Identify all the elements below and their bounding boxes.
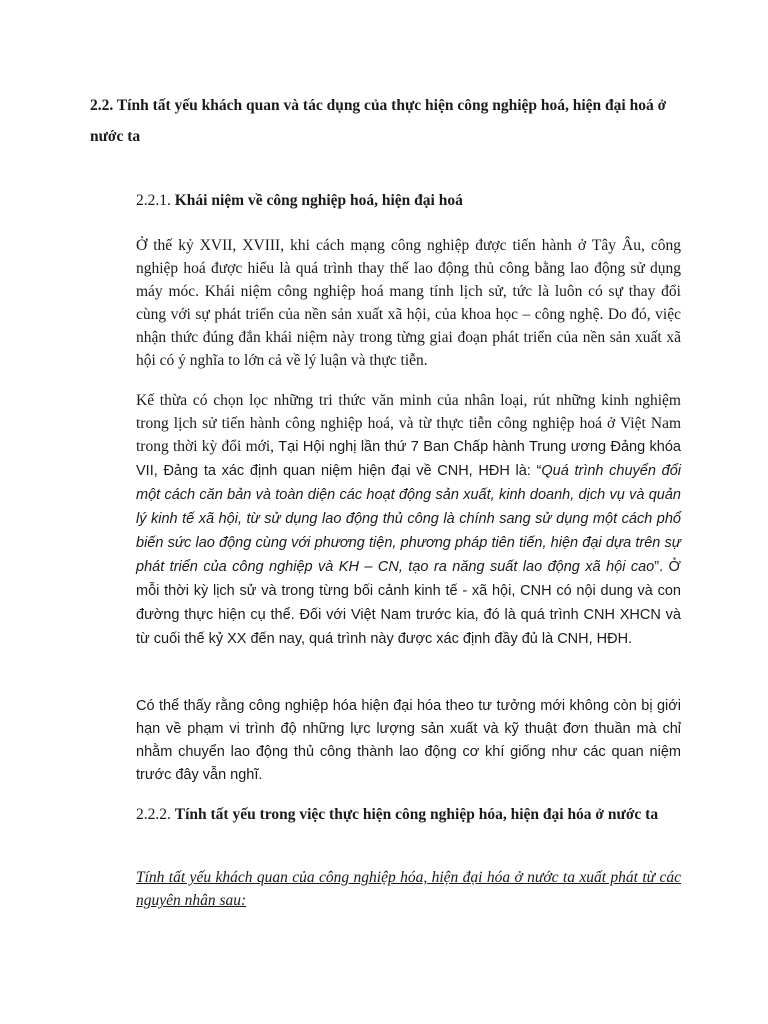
paragraph-concept-history: Ở thế kỷ XVII, XVIII, khi cách mạng công nghiệp được tiến hành ở Tây Âu, công nghiệp hoá được hiểu là quá trình thay thế lao động thủ công bằng lao động sử dụng máy móc. Khái niệm công nghiệp hoá mang tính lịch sử, tức là luôn có sự thay đổi cùng với sự phát triển của nền sản xuất xã hội, của khoa học – công nghệ. Do đó, việc nhận thức đúng đắn khái niệm này trong từng giai đoạn phát triển của nền sản xuất xã hội có ý nghĩa to lớn cả về lý luận và thực tiễn. xyxy=(136,237,681,369)
section-2-2-2-heading xyxy=(136,804,681,826)
section-title: Tính tất yếu trong việc thực hiện công nghiệp hóa, hiện đại hóa ở nước ta xyxy=(174,806,659,823)
section-2-2-1-heading xyxy=(136,190,681,212)
paragraph-serif-part: Kế thừa có chọn lọc những tri thức văn minh của nhân loại, rút những kinh nghiệm trong lịch sử tiến hành công nghiệp hoá, và từ thực tiễn công nghiệp hoá ở Việt Nam trong thời kỳ đổi mới, xyxy=(136,392,681,455)
paragraph-sans-part: Tại Hội nghị lần thứ 7 Ban Chấp hành Trung ương Đảng khóa VII, Đảng ta xác định quan niệm hiện đại về CNH, HĐH là: “ xyxy=(136,439,681,479)
definition-quote: Quá trình chuyển đổi một cách căn bản và toàn diện các hoạt động sản xuất, kinh doanh, dịch vụ và quản lý kinh tế xã hội, từ sử dụng lao động thủ công là chính sang sử dụng một cách phổ biến sức lao động cùng với phương tiện, phương pháp tiên tiến, hiện đại dựa trên sự phát triển của công nghiệp và KH – CN, tạo ra năng suất lao động xã hội cao xyxy=(136,463,681,575)
section-title: Khái niệm về công nghiệp hoá, hiện đại hoá xyxy=(174,192,463,209)
section-number: 2.2.2. xyxy=(136,806,175,823)
paragraph-modern-concept xyxy=(136,389,681,651)
paragraph-tail: ”. Ở mỗi thời kỳ lịch sử và trong từng bối cảnh kinh tế - xã hội, CNH có nội dung và con đường thực hiện cụ thể. Đối với Việt Nam trước kia, đó là quá trình CNH XHCN và từ cuối thế kỷ XX đến nay, quá trình này được xác định đầy đủ là CNH, HĐH. xyxy=(136,559,681,647)
causes-intro: Tính tất yếu khách quan của công nghiệp hóa, hiện đại hóa ở nước ta xuất phát từ các nguyên nhân sau: xyxy=(136,869,681,909)
section-number: 2.2.1. xyxy=(136,192,175,209)
paragraph-new-thinking: Có thể thấy rằng công nghiệp hóa hiện đại hóa theo tư tưởng mới không còn bị giới hạn về phạm vi trình độ những lực lượng sản xuất và kỹ thuật đơn thuần mà chỉ nhằm chuyển lao động thủ công thành lao động cơ khí giống như các quan niệm trước đây vẫn nghĩ. xyxy=(136,698,681,783)
section-2-2-heading: 2.2. Tính tất yếu khách quan và tác dụng của thực hiện công nghiệp hoá, hiện đại hoá ở nước ta xyxy=(90,97,667,145)
